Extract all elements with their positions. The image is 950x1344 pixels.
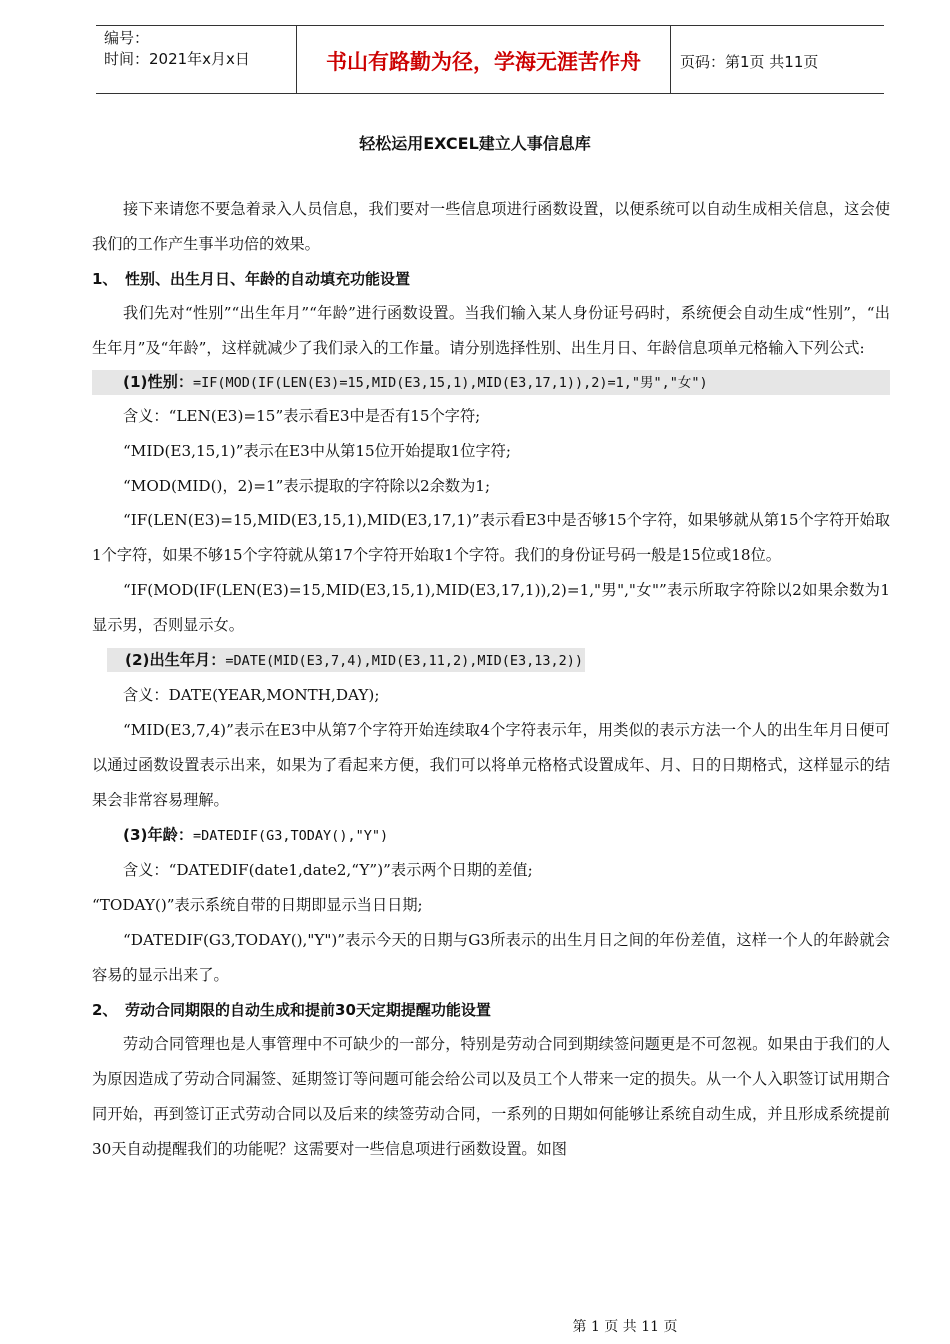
age-meaning-2: “TODAY()”表示系统自带的日期即显示当日日期; xyxy=(92,896,423,915)
gender-meaning-5: “IF(MOD(IF(LEN(E3)=15,MID(E3,15,1),MID(E3,17,1)),2)=1,"男","女"”表示所取字符除以2如果余数为1显示男，否则显示女。 xyxy=(92,580,890,634)
formula-birthdate-expression: =DATE(MID(E3,7,4),MID(E3,11,2),MID(E3,13,2)) xyxy=(225,652,584,669)
formula-gender-expression: =IF(MOD(IF(LEN(E3)=15,MID(E3,15,1),MID(E3,17,1)),2)=1,"男","女") xyxy=(193,374,708,391)
header-time-label: 时间：2021年x月x日 xyxy=(104,50,250,68)
formula-gender xyxy=(92,370,890,395)
page-footer: 第 1 页 共 11 页 xyxy=(572,1319,678,1335)
formula-age-label: (3)年龄： xyxy=(123,825,194,844)
section-1-heading xyxy=(92,262,890,297)
age-meaning-3: “DATEDIF(G3,TODAY(),"Y")”表示今天的日期与G3所表示的出生月日之间的年份差值，这样一个人的年龄就会容易的显示出来了。 xyxy=(92,930,890,984)
header-bottom-rule xyxy=(96,93,884,94)
gender-meaning-2: “MID(E3,15,1)”表示在E3中从第15位开始提取1位字符; xyxy=(123,441,511,460)
gender-meaning-1: 含义：“LEN(E3)=15”表示看E3中是否有15个字符; xyxy=(123,406,481,425)
section-1-number: 1、 xyxy=(92,269,118,288)
header-divider-right xyxy=(670,25,671,93)
formula-age-expression: =DATEDIF(G3,TODAY(),"Y") xyxy=(193,827,389,844)
document-title: 轻松运用EXCEL建立人事信息库 xyxy=(359,134,591,153)
formula-birthdate xyxy=(92,643,890,679)
section-2-title: 劳动合同期限的自动生成和提前30天定期提醒功能设置 xyxy=(125,1000,491,1019)
gender-meaning-3: “MOD(MID()，2)=1”表示提取的字符除以2余数为1; xyxy=(123,476,491,495)
header-number-label: 编号： xyxy=(104,29,150,47)
gender-meaning-4: “IF(LEN(E3)=15,MID(E3,15,1),MID(E3,17,1)”表示看E3中是否够15个字符，如果够就从第15个字符开始取1个字符，如果不够15个字符就从第17个字符开始取1个字符。我们的身份证号码一般是15位或18位。 xyxy=(92,511,890,565)
section-2-heading xyxy=(92,993,890,1028)
document-body xyxy=(92,192,890,1167)
formula-gender-label: (1)性别： xyxy=(123,372,194,391)
birthdate-meaning-2: “MID(E3,7,4)”表示在E3中从第7个字符开始连续取4个字符表示年，用类似的表示方法一个人的出生年月日便可以通过函数设置表示出来，如果为了看起来方便，我们可以将单元格格式设置成年、月、日的日期格式，这样显示的结果会非常容易理解。 xyxy=(92,721,890,809)
section-2-paragraph: 劳动合同管理也是人事管理中不可缺少的一部分，特别是劳动合同到期续签问题更是不可忽视。如果由于我们的人为原因造成了劳动合同漏签、延期签订等问题可能会给公司以及员工个人带来一定的损失。从一个人入职签订试用期合同开始，再到签订正式劳动合同以及后来的续签劳动合同，一系列的日期如何能够让系统自动生成，并且形成系统提前30天自动提醒我们的功能呢？这需要对一些信息项进行函数设置。如图 xyxy=(92,1035,890,1158)
header-top-rule xyxy=(96,25,884,26)
birthdate-meaning-1: 含义：DATE(YEAR,MONTH,DAY); xyxy=(123,686,380,705)
section-1-title: 性别、出生月日、年龄的自动填充功能设置 xyxy=(125,269,411,288)
header-meta xyxy=(104,28,250,70)
header-motto: 书山有路勤为径，学海无涯苦作舟 xyxy=(326,50,641,74)
section-2-number: 2、 xyxy=(92,1000,118,1019)
formula-birthdate-label: (2)出生年月： xyxy=(125,650,226,669)
section-1-paragraph: 我们先对“性别”“出生年月”“年龄”进行函数设置。当我们输入某人身份证号码时，系统便会自动生成“性别”，“出生年月”及“年龄”，这样就减少了我们录入的工作量。请分别选择性别、出生月日、年龄信息项单元格输入下列公式: xyxy=(92,304,890,358)
intro-paragraph: 接下来请您不要急着录入人员信息，我们要对一些信息项进行函数设置，以便系统可以自动生成相关信息，这会使我们的工作产生事半功倍的效果。 xyxy=(92,200,890,253)
formula-age xyxy=(92,818,890,854)
header-page-info: 页码：第1页 共11页 xyxy=(680,53,819,71)
age-meaning-1: 含义：“DATEDIF(date1,date2,“Y”)”表示两个日期的差值; xyxy=(123,861,533,880)
